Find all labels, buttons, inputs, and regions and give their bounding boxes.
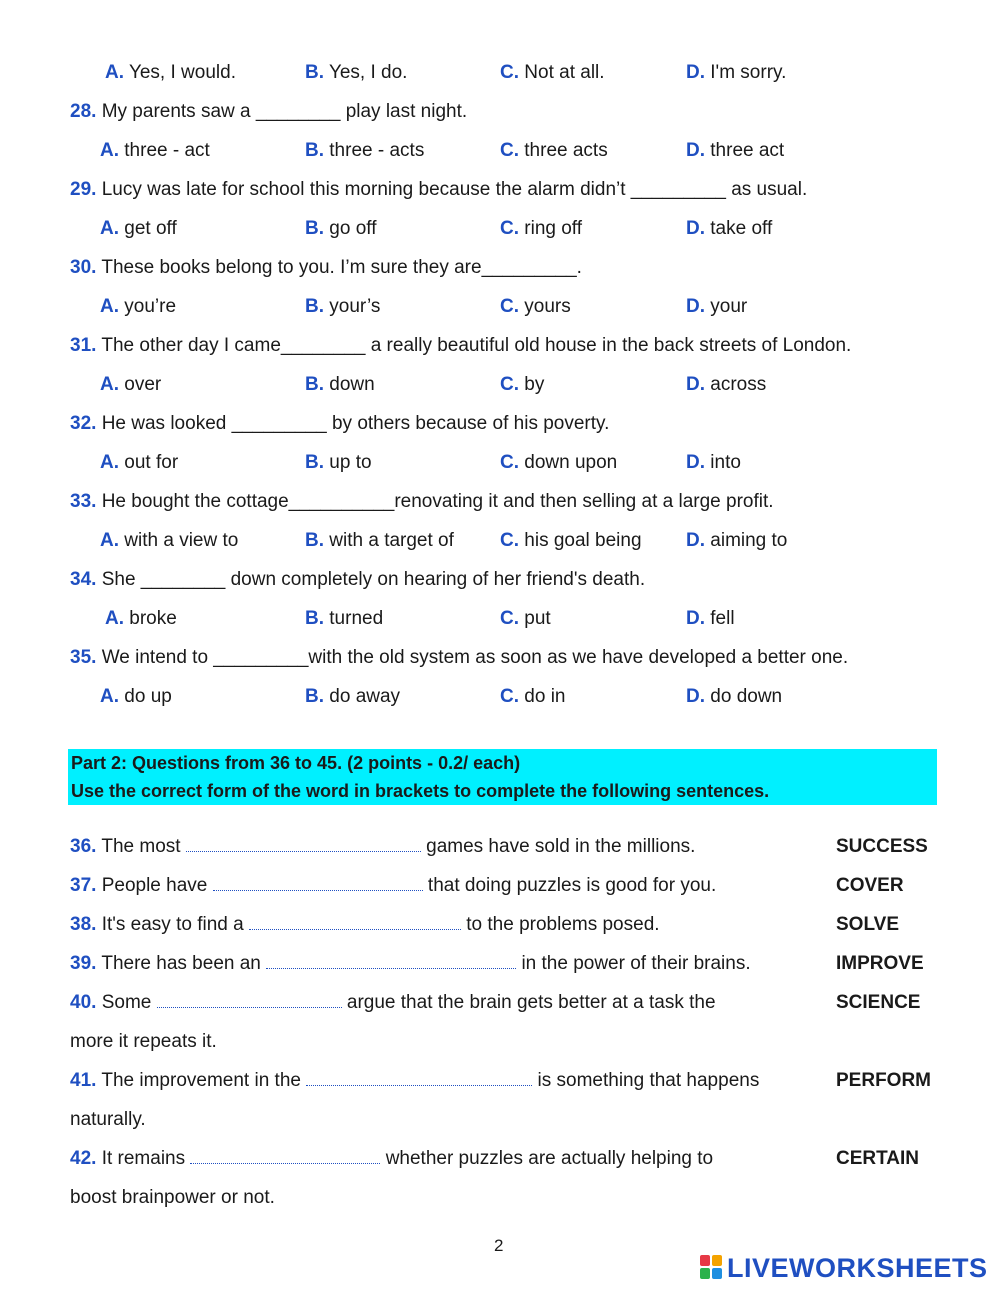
option-a[interactable]: A. get off <box>100 218 177 239</box>
keyword: SCIENCE <box>836 992 921 1013</box>
liveworksheets-logo[interactable] <box>700 1252 988 1284</box>
answer-blank[interactable] <box>186 834 421 852</box>
option-a[interactable]: A. you’re <box>100 296 177 317</box>
option-a[interactable]: A. do up <box>100 686 172 707</box>
option-b[interactable]: B. down <box>305 374 375 395</box>
question-row-27-options <box>70 60 940 86</box>
part2-instruction: Use the correct form of the word in brackets to complete the following sentences. <box>71 781 770 801</box>
option-b[interactable]: B. three - acts <box>305 140 425 161</box>
answer-blank[interactable] <box>266 951 516 969</box>
option-a[interactable]: A. out for <box>100 452 179 473</box>
word-form-item-continuation: naturally. <box>70 1109 146 1130</box>
option-c[interactable]: C. put <box>500 608 551 629</box>
option-b[interactable]: B. go off <box>305 218 377 239</box>
option-d[interactable]: D. your <box>686 296 748 317</box>
question-stem: 32. He was looked _________ by others because of his poverty. <box>70 413 610 434</box>
question-stem: 30. These books belong to you. I’m sure they are_________. <box>70 257 582 278</box>
question-options <box>70 372 940 398</box>
part2-banner <box>68 749 937 805</box>
question-options <box>70 216 940 242</box>
logo-text: LIVEWORKSHEETS <box>727 1252 988 1283</box>
question-stem: 31. The other day I came________ a really beautiful old house in the back streets of London. <box>70 335 852 356</box>
answer-blank[interactable] <box>157 990 342 1008</box>
answer-blank[interactable] <box>190 1146 380 1164</box>
question-options <box>70 138 940 164</box>
question-stem: 34. She ________ down completely on hearing of her friend's death. <box>70 569 646 590</box>
word-form-item: 41. The improvement in the is something that happens PERFORM <box>70 1068 940 1094</box>
question-options <box>70 528 940 554</box>
page-number: 2 <box>494 1236 504 1255</box>
option-d[interactable]: D. take off <box>686 218 773 239</box>
question-stem: 28. My parents saw a ________ play last night. <box>70 101 468 122</box>
liveworksheets-logo-icon <box>700 1255 724 1281</box>
option-a[interactable]: A. over <box>100 374 162 395</box>
question-stem: 33. He bought the cottage__________renovating it and then selling at a large profit. <box>70 491 774 512</box>
answer-blank[interactable] <box>249 912 461 930</box>
keyword: COVER <box>836 875 904 896</box>
question-options <box>70 684 940 710</box>
keyword: SOLVE <box>836 914 899 935</box>
option-c[interactable]: C. Not at all. <box>500 62 605 83</box>
word-form-item: 38. It's easy to find a to the problems posed. SOLVE <box>70 912 940 938</box>
option-b[interactable]: B. up to <box>305 452 372 473</box>
question-options <box>70 606 940 632</box>
answer-blank[interactable] <box>306 1068 532 1086</box>
option-a[interactable]: A. Yes, I would. <box>105 62 236 83</box>
option-c[interactable]: C. yours <box>500 296 571 317</box>
word-form-item: 37. People have that doing puzzles is good for you. COVER <box>70 873 940 899</box>
question-options <box>70 450 940 476</box>
option-c[interactable]: C. do in <box>500 686 566 707</box>
option-a[interactable]: A. with a view to <box>100 530 239 551</box>
question-options <box>70 294 940 320</box>
option-d[interactable]: D. aiming to <box>686 530 788 551</box>
question-stem: 29. Lucy was late for school this morning because the alarm didn’t _________ as usual. <box>70 179 808 200</box>
option-d[interactable]: D. into <box>686 452 741 473</box>
option-b[interactable]: B. turned <box>305 608 384 629</box>
option-b[interactable]: B. with a target of <box>305 530 454 551</box>
word-form-item: 36. The most games have sold in the millions. SUCCESS <box>70 834 940 860</box>
word-form-item-continuation: boost brainpower or not. <box>70 1187 275 1208</box>
option-a[interactable]: A. three - act <box>100 140 210 161</box>
option-b[interactable]: B. do away <box>305 686 401 707</box>
keyword: SUCCESS <box>836 836 928 857</box>
option-b[interactable]: B. Yes, I do. <box>305 62 408 83</box>
option-c[interactable]: C. by <box>500 374 545 395</box>
word-form-item: 40. Some argue that the brain gets better at a task the SCIENCE <box>70 990 940 1016</box>
word-form-item-continuation: more it repeats it. <box>70 1031 217 1052</box>
option-d[interactable]: D. three act <box>686 140 785 161</box>
answer-blank[interactable] <box>213 873 423 891</box>
option-c[interactable]: C. his goal being <box>500 530 642 551</box>
keyword: PERFORM <box>836 1070 931 1091</box>
option-a[interactable]: A. broke <box>105 608 177 629</box>
question-stem: 35. We intend to _________with the old system as soon as we have developed a better one. <box>70 647 849 668</box>
word-form-item: 42. It remains whether puzzles are actually helping to CERTAIN <box>70 1146 940 1172</box>
option-d[interactable]: D. do down <box>686 686 783 707</box>
keyword: CERTAIN <box>836 1148 920 1169</box>
option-d[interactable]: D. I'm sorry. <box>686 62 787 83</box>
word-form-item: 39. There has been an in the power of their brains. IMPROVE <box>70 951 940 977</box>
option-c[interactable]: C. three acts <box>500 140 608 161</box>
option-d[interactable]: D. across <box>686 374 767 395</box>
option-d[interactable]: D. fell <box>686 608 735 629</box>
option-c[interactable]: C. down upon <box>500 452 618 473</box>
part2-heading: Part 2: Questions from 36 to 45. (2 points - 0.2/ each) <box>71 753 521 773</box>
keyword: IMPROVE <box>836 953 924 974</box>
option-c[interactable]: C. ring off <box>500 218 583 239</box>
option-b[interactable]: B. your’s <box>305 296 381 317</box>
